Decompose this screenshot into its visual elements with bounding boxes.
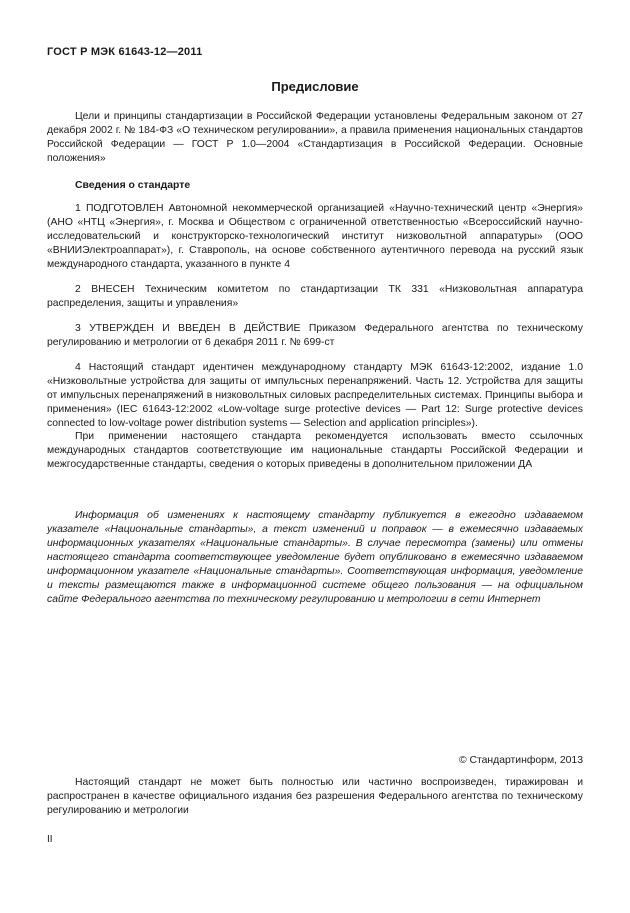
item-references: При применении настоящего стандарта рекомендуется использовать вместо ссылочных международных стандартов соответствующие им национальные стандарты Российской Федерации и межгосударственные стандарты, сведения о которых приведены в дополнительном приложении ДА <box>47 431 583 470</box>
intro-paragraph: Цели и принципы стандартизации в Российской Федерации установлены Федеральным законом от 27 декабря 2002 г. № 184-ФЗ «О техническом регулировании», а правила применения национальных стандартов Российской Федерации — ГОСТ Р 1.0—2004 «Стандартизация в Российской Федерации. Основные положения» <box>47 111 583 164</box>
rights-notice: Настоящий стандарт не может быть полностью или частично воспроизведен, тиражирован и распространен в качестве официального издания без разрешения Федерального агентства по техническому регулированию и метрологии <box>47 777 583 816</box>
page-number: II <box>47 834 53 845</box>
item-submitted: 2 ВНЕСЕН Техническим комитетом по стандартизации ТК 331 «Низковольтная аппаратура распределения, защиты и управления» <box>47 284 583 309</box>
copyright: © Стандартинформ, 2013 <box>458 755 583 766</box>
change-notice: Информация об изменениях к настоящему стандарту публикуется в ежегодно издаваемом указателе «Национальные стандарты», а текст изменений и поправок — в ежемесячно издаваемых информационных указателях «Национальные стандарты». В случае пересмотра (замены) или отмены настоящего стандарта соответствующее уведомление будет опубликовано в ежемесячно издаваемом информационном указателе «Национальные стандарты». Соответствующая информация, уведомление и тексты размещаются также в информационной системе общего пользования — на официальном сайте Федерального агентства по техническому регулированию и метрологии в сети Интернет <box>47 510 583 605</box>
item-identical: 4 Настоящий стандарт идентичен международному стандарту МЭК 61643-12:2002, издание 1.0 «Низковольтные устройства для защиты от импульсных перенапряжений. Часть 12. Устройства для защиты от импульсных перенапряжений в низковольтных силовых распределительных системах. Принципы выбора и применения» (IEC 61643-12:2002 «Low-voltage surge protective devices — Part 12: Surge protective devices connected to low-voltage power distribution systems — Selection and application principles»). <box>47 362 583 429</box>
section-title: Сведения о стандарте <box>75 180 191 191</box>
item-prepared: 1 ПОДГОТОВЛЕН Автономной некоммерческой организацией «Научно-технический центр «Энергия» (АНО «НТЦ «Энергия», г. Москва и Обществом с ограниченной ответственностью «Всероссийский научно-исследовательский и конструкторско-технологический институт низковольтной аппаратуры» (ООО «ВНИИЭлектроаппарат»), г. Ставрополь, на основе собственного аутентичного перевода на русский язык международного стандарта, указанного в пункте 4 <box>47 203 583 270</box>
page-title: Предисловие <box>271 79 359 94</box>
document-header-code: ГОСТ Р МЭК 61643-12—2011 <box>47 46 203 58</box>
item-approved: 3 УТВЕРЖДЕН И ВВЕДЕН В ДЕЙСТВИЕ Приказом Федерального агентства по техническому регулированию и метрологии от 6 декабря 2011 г. № 699-ст <box>47 323 583 348</box>
